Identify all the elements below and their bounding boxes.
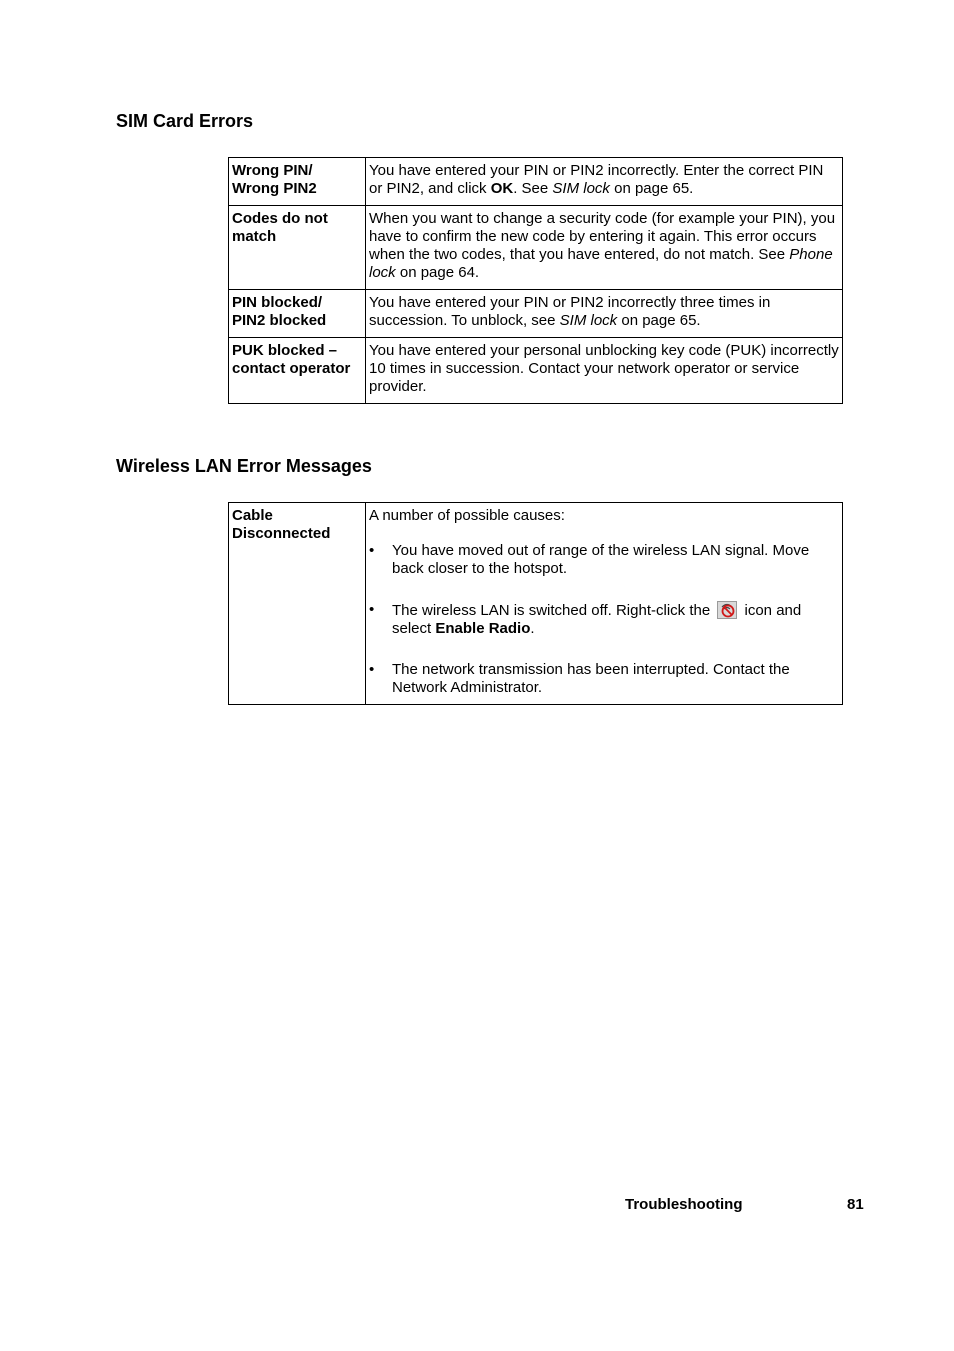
term-line: Wrong PIN2 [232, 180, 317, 197]
causes-intro: A number of possible causes: [369, 507, 565, 524]
text-run: You have entered your PIN or PIN2 incorrectly. Enter the correct PIN or PIN2, and click [369, 162, 824, 197]
term-line: match [232, 228, 277, 245]
table-row [229, 206, 843, 290]
term-line: Codes do not [232, 210, 328, 227]
table-row [229, 158, 843, 206]
term-line: Wrong PIN/ [232, 162, 313, 179]
wlan-errors-table [228, 502, 843, 705]
text-run: The network transmission has been interrupted. Contact the Network Administrator. [392, 661, 790, 696]
bullet-icon: • [369, 601, 375, 618]
error-description [366, 206, 843, 290]
text-run: You have moved out of range of the wireless LAN signal. Move back closer to the hotspot. [392, 542, 810, 577]
footer-section-title: Troubleshooting [625, 1196, 743, 1213]
text-run: on page 65. [609, 180, 694, 197]
table-row [229, 290, 843, 338]
wireless-radio-off-icon [717, 601, 737, 619]
error-term [229, 158, 366, 206]
list-item [369, 601, 839, 638]
bullet-icon: • [369, 661, 375, 678]
error-term [229, 338, 366, 404]
text-run: You have entered your PIN or PIN2 incorrectly three times in succession. To unblock, see [369, 294, 771, 329]
term-line: PIN2 blocked [232, 312, 327, 329]
error-description [366, 158, 843, 206]
cross-reference: SIM lock [552, 180, 610, 197]
text-run: . See [513, 180, 553, 197]
error-description [366, 290, 843, 338]
text-run: The wireless LAN is switched off. Right-click the [392, 602, 715, 619]
term-line: PUK blocked – [232, 342, 338, 359]
bullet-icon: • [369, 542, 375, 559]
causes-list [369, 542, 839, 697]
term-line: Cable [232, 507, 273, 524]
text-run: . [530, 620, 535, 637]
page-number: 81 [847, 1196, 864, 1213]
sim-card-errors-heading: SIM Card Errors [116, 111, 254, 131]
table-row [229, 338, 843, 404]
text-run: You have entered your personal unblocking key code (PUK) incorrectly 10 times in succession. Contact your network operator or service provider. [369, 342, 839, 395]
text-run: on page 65. [617, 312, 701, 329]
error-term [229, 290, 366, 338]
bold-term: Enable Radio [435, 620, 531, 637]
term-line: PIN blocked/ [232, 294, 323, 311]
error-term [229, 503, 366, 705]
list-item [369, 542, 839, 578]
cross-reference: SIM lock [559, 312, 618, 329]
text-run: on page 64. [395, 264, 480, 281]
text-run: icon and select [392, 602, 802, 637]
error-description [366, 503, 843, 705]
wireless-lan-errors-heading: Wireless LAN Error Messages [116, 456, 372, 476]
bold-term: OK [490, 180, 514, 197]
table-row [229, 503, 843, 705]
term-line: contact operator [232, 360, 351, 377]
cross-reference: Phone lock [369, 246, 833, 281]
list-item [369, 661, 839, 697]
error-term [229, 206, 366, 290]
error-description [366, 338, 843, 404]
term-line: Disconnected [232, 525, 331, 542]
text-run: When you want to change a security code (for example your PIN), you have to confirm the new code by entering it again. This error occurs when the two codes, that you have entered, do not match. See [369, 210, 836, 263]
sim-errors-table [228, 157, 843, 404]
